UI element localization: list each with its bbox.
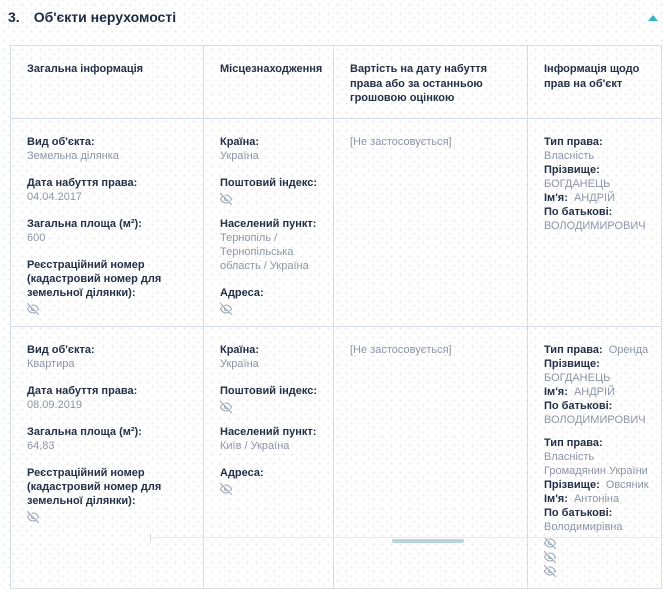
column-header-label: Інформація щодо прав на об'єкт xyxy=(544,63,640,90)
table-cell xyxy=(11,327,203,588)
inline-field xyxy=(544,205,655,233)
field-value: БОГДАНЕЦЬ xyxy=(544,177,611,190)
field-label: Ім'я: xyxy=(544,191,568,204)
field-group-hidden xyxy=(220,286,323,314)
section-number: 3. xyxy=(8,9,20,25)
hidden-value-line xyxy=(544,549,655,562)
table-row xyxy=(11,118,661,326)
not-applicable-text: [Не застосовується] xyxy=(350,343,452,356)
field-label: Країна: xyxy=(220,135,260,148)
hidden-value-line xyxy=(27,301,193,314)
eye-off-icon xyxy=(220,399,232,411)
table-cell xyxy=(527,327,661,588)
column-header-label: Вартість на дату набуття права або за останньою грошовою оцінкою xyxy=(350,63,488,104)
field-value: Антоніна xyxy=(573,492,620,505)
inline-field xyxy=(544,506,655,534)
not-applicable-text: [Не застосовується] xyxy=(350,135,452,148)
field-group-hidden xyxy=(220,176,323,204)
field-value: 08.09.2019 xyxy=(27,398,83,411)
eye-off-icon xyxy=(544,563,556,575)
field-label: По батькові: xyxy=(544,399,613,412)
real-estate-table xyxy=(10,45,662,589)
hidden-value-line xyxy=(544,563,655,576)
field-label: Реєстраційний номер (кадастровий номер для земельної ділянки): xyxy=(27,466,162,507)
field-label: Вид об'єкта: xyxy=(27,343,95,356)
field-group xyxy=(27,425,193,453)
field-value: Оренда xyxy=(608,343,649,356)
horizontal-scrollbar-thumb[interactable] xyxy=(392,539,464,543)
field-value: ВОЛОДИМИРОВИЧ xyxy=(544,219,646,232)
field-value: Тернопіль / Тернопільська область / Україна xyxy=(220,231,309,272)
field-label: Населений пункт: xyxy=(220,217,317,230)
field-group-hidden xyxy=(220,466,323,494)
field-group xyxy=(27,135,193,163)
section-header xyxy=(8,9,176,25)
column-header-0 xyxy=(11,46,203,118)
field-label: Дата набуття права: xyxy=(27,384,138,397)
field-label: Ім'я: xyxy=(544,492,568,505)
field-label: Прізвище: xyxy=(544,163,600,176)
value-text-line: Громадянин України xyxy=(544,464,648,477)
table-cell xyxy=(203,327,333,588)
field-label: Реєстраційний номер (кадастровий номер для земельної ділянки): xyxy=(27,258,162,299)
hidden-value-line xyxy=(220,191,323,204)
table-cell xyxy=(11,119,203,326)
scrollbar-track-tick xyxy=(150,534,151,542)
table-cell xyxy=(527,119,661,326)
field-value: 04.04.2017 xyxy=(27,190,83,203)
block-spacer xyxy=(544,427,655,436)
inline-field xyxy=(544,399,655,427)
field-group-hidden xyxy=(27,258,193,314)
table-row xyxy=(11,326,661,588)
section-title: Об'єкти нерухомості xyxy=(33,9,177,25)
field-value: Овсяник xyxy=(605,478,649,491)
field-label: Країна: xyxy=(220,343,260,356)
field-value: АНДРІЙ xyxy=(573,191,615,204)
field-value: Україна xyxy=(220,149,259,162)
table-header-row xyxy=(11,46,661,118)
inline-field xyxy=(544,343,655,357)
hidden-value-line xyxy=(220,399,323,412)
field-group xyxy=(220,425,323,453)
table-cell xyxy=(333,327,527,588)
inline-field xyxy=(544,357,655,385)
field-group xyxy=(220,135,323,163)
inline-field xyxy=(544,385,655,399)
field-label: Дата набуття права: xyxy=(27,176,138,189)
field-group-hidden xyxy=(220,384,323,412)
column-header-3 xyxy=(527,46,661,118)
field-label: По батькові: xyxy=(544,506,613,519)
eye-off-icon xyxy=(27,509,39,521)
field-label: Поштовий індекс: xyxy=(220,176,318,189)
field-label: Адреса: xyxy=(220,286,264,299)
field-value: Квартира xyxy=(27,357,75,370)
eye-off-icon xyxy=(27,301,39,313)
inline-field xyxy=(544,436,655,464)
field-group xyxy=(220,343,323,371)
field-value: ВОЛОДИМИРОВИЧ xyxy=(544,413,646,426)
field-group-hidden xyxy=(27,466,193,522)
field-value: Земельна ділянка xyxy=(27,149,119,162)
table-cell xyxy=(333,119,527,326)
horizontal-scrollbar-track[interactable] xyxy=(150,537,663,538)
field-label: Загальна площа (м²): xyxy=(27,217,142,230)
table-cell xyxy=(203,119,333,326)
field-label: Вид об'єкта: xyxy=(27,135,95,148)
inline-field xyxy=(544,163,655,191)
column-header-label: Загальна інформація xyxy=(27,63,144,75)
field-group xyxy=(27,176,193,204)
hidden-value-line xyxy=(220,481,323,494)
chevron-up-icon[interactable] xyxy=(648,15,658,21)
field-label: Адреса: xyxy=(220,466,264,479)
field-label: Тип права: xyxy=(544,343,603,356)
eye-off-icon xyxy=(220,191,232,203)
field-group xyxy=(27,217,193,245)
field-label: Тип права: xyxy=(544,135,603,148)
column-header-label: Місцезнаходження xyxy=(220,63,323,75)
field-value: 600 xyxy=(27,231,46,244)
hidden-value-line xyxy=(220,301,323,314)
field-label: Загальна площа (м²): xyxy=(27,425,142,438)
field-label: Ім'я: xyxy=(544,385,568,398)
eye-off-icon xyxy=(220,481,232,493)
eye-off-icon xyxy=(544,549,556,561)
field-value: Володимирівна xyxy=(544,520,623,533)
field-value: 64,83 xyxy=(27,439,55,452)
inline-field xyxy=(544,135,655,163)
field-value: Україна xyxy=(220,357,259,370)
field-value: Власність xyxy=(544,149,595,162)
field-label: Населений пункт: xyxy=(220,425,317,438)
column-header-2 xyxy=(333,46,527,118)
field-label: Прізвище: xyxy=(544,478,600,491)
field-group xyxy=(220,217,323,273)
inline-field xyxy=(544,492,655,506)
field-value: АНДРІЙ xyxy=(573,385,615,398)
column-header-1 xyxy=(203,46,333,118)
field-group xyxy=(27,343,193,371)
field-label: Прізвище: xyxy=(544,357,600,370)
field-value: Київ / Україна xyxy=(220,439,290,452)
eye-off-icon xyxy=(220,301,232,313)
hidden-value-line xyxy=(27,509,193,522)
inline-field xyxy=(544,478,655,492)
field-value: БОГДАНЕЦЬ xyxy=(544,371,611,384)
inline-field xyxy=(544,191,655,205)
field-label: По батькові: xyxy=(544,205,613,218)
field-group xyxy=(27,384,193,412)
field-label: Тип права: xyxy=(544,436,603,449)
field-label: Поштовий індекс: xyxy=(220,384,318,397)
field-value: Власність xyxy=(544,450,595,463)
